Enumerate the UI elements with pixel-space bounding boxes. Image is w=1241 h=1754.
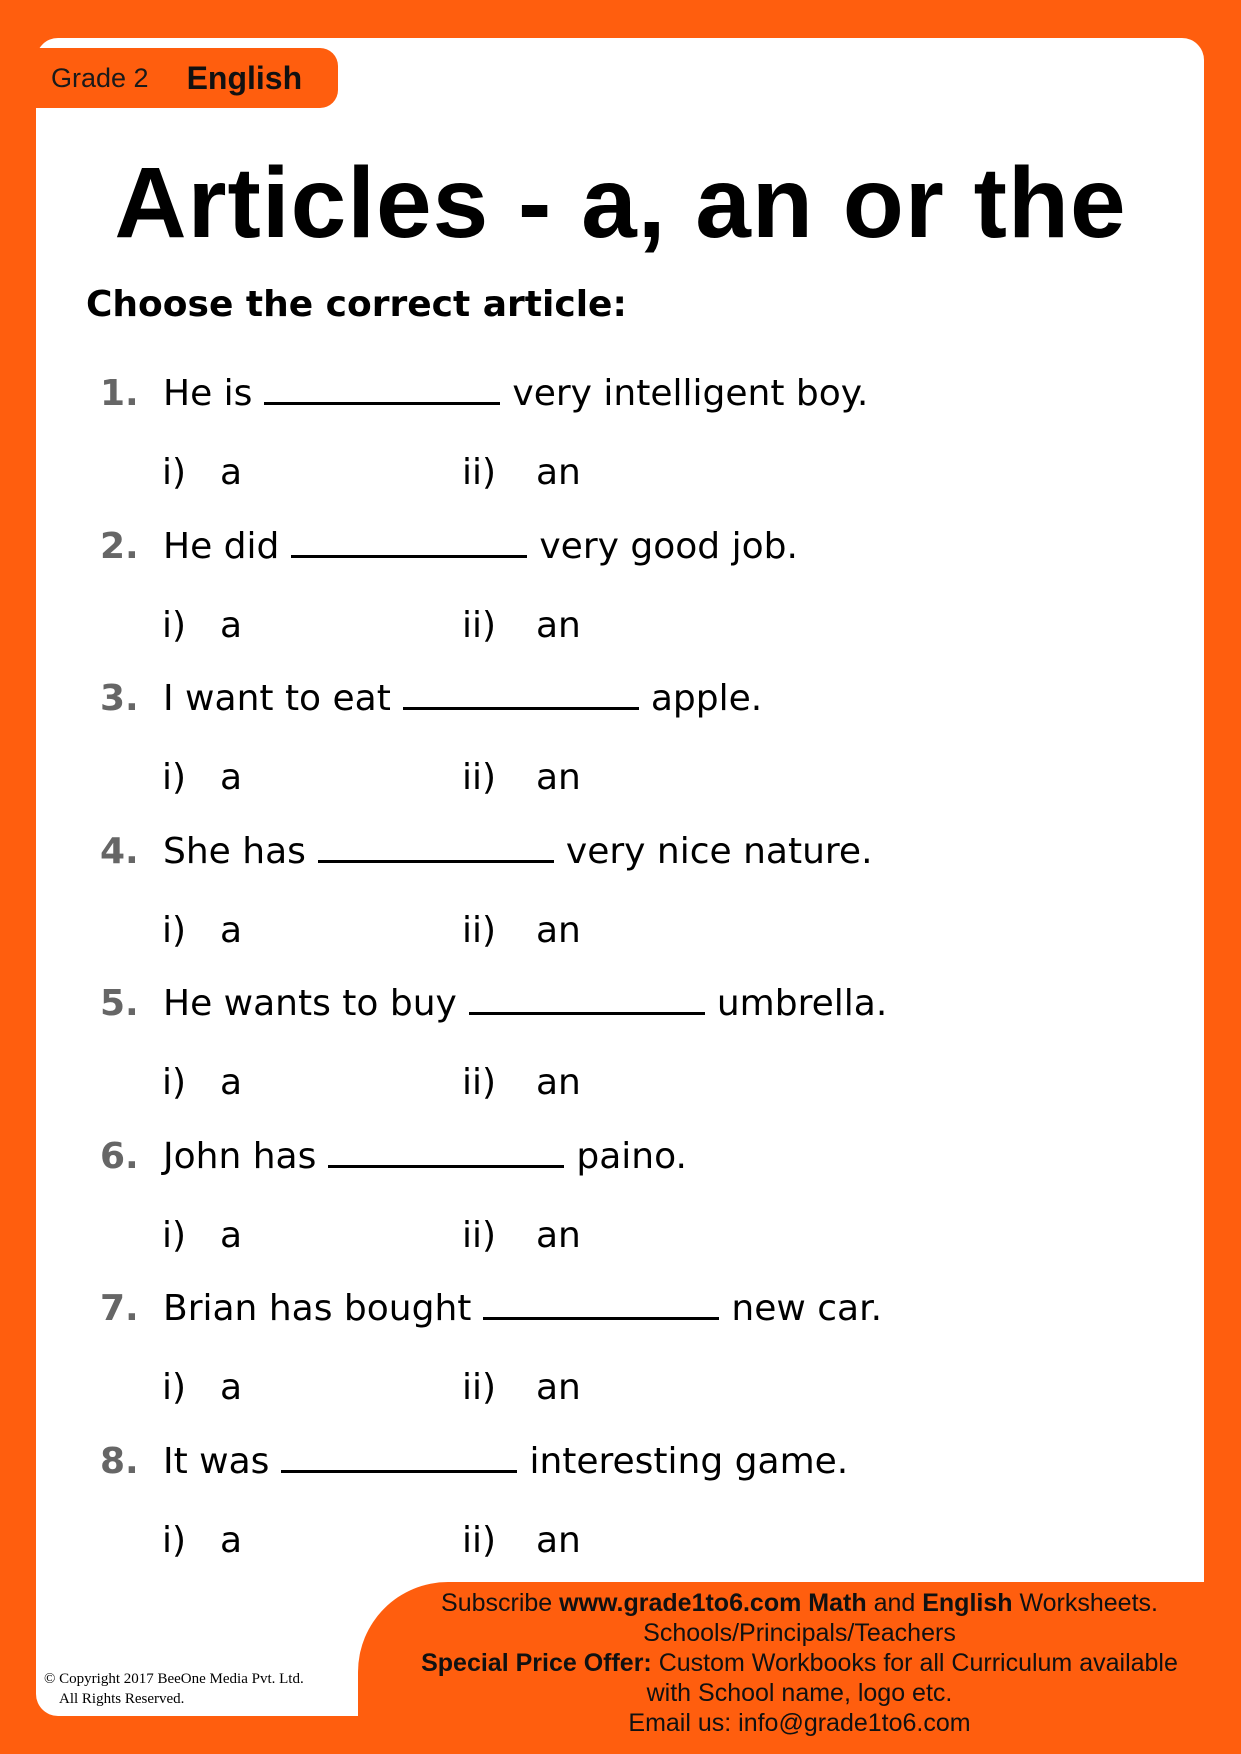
question-item (0, 370, 1100, 520)
footer-subscribe-text: Subscribe (441, 1589, 553, 1617)
option-an[interactable] (462, 757, 581, 798)
option-an[interactable] (462, 452, 581, 493)
option-an[interactable] (462, 1215, 581, 1256)
option-numeral: i) (162, 757, 187, 798)
option-text: an (536, 1367, 581, 1408)
footer-math-label: Math (808, 1589, 867, 1617)
option-text: an (536, 757, 581, 798)
footer-line-email[interactable]: Email us: info@grade1to6.com (628, 1709, 971, 1737)
footer-line-subscribe (358, 1588, 1241, 1618)
footer-english-label: English (922, 1589, 1013, 1617)
option-numeral: ii) (462, 1215, 497, 1256)
option-a[interactable] (162, 910, 242, 951)
sentence-after: umbrella. (716, 983, 888, 1024)
question-number: 2. (100, 526, 139, 567)
answer-blank[interactable] (281, 1438, 517, 1473)
option-numeral: i) (162, 1062, 187, 1103)
option-numeral: ii) (462, 605, 497, 646)
footer-worksheets-text: Worksheets. (1019, 1589, 1158, 1617)
sentence-before: Brian has bought (163, 1288, 472, 1329)
option-text: an (536, 910, 581, 951)
grade-label: Grade 2 (51, 62, 149, 93)
footer-line-audience: Schools/Principals/Teachers (643, 1619, 956, 1647)
sentence-before: I want to eat (163, 678, 391, 719)
sentence-after: very nice nature. (565, 831, 873, 872)
option-text: a (220, 1062, 243, 1103)
question-item (0, 1133, 1100, 1283)
question-sentence (100, 1438, 848, 1482)
option-numeral: i) (162, 1215, 187, 1256)
footer-line-offer (358, 1648, 1241, 1678)
question-number: 7. (100, 1288, 139, 1329)
question-item (0, 828, 1100, 978)
option-numeral: ii) (462, 452, 497, 493)
question-sentence (100, 523, 798, 567)
option-text: an (536, 605, 581, 646)
option-numeral: ii) (462, 1367, 497, 1408)
answer-blank[interactable] (483, 1285, 719, 1320)
sentence-after: new car. (731, 1288, 883, 1329)
footer-offer-text: Custom Workbooks for all Curriculum available (658, 1649, 1178, 1677)
page-title: Articles - a, an or the (114, 147, 1127, 259)
sentence-before: He did (163, 526, 280, 567)
option-a[interactable] (162, 1062, 242, 1103)
copyright-notice (44, 1669, 304, 1709)
question-sentence (100, 370, 868, 414)
answer-blank[interactable] (264, 370, 500, 405)
grade-subject-tag (36, 48, 338, 108)
option-numeral: ii) (462, 1062, 497, 1103)
answer-blank[interactable] (291, 523, 527, 558)
option-text: a (220, 452, 243, 493)
question-item (0, 1438, 1100, 1588)
answer-blank[interactable] (328, 1133, 564, 1168)
question-number: 8. (100, 1441, 139, 1482)
option-an[interactable] (462, 1062, 581, 1103)
option-an[interactable] (462, 1367, 581, 1408)
sentence-after: paino. (576, 1136, 687, 1177)
option-a[interactable] (162, 1367, 242, 1408)
option-text: a (220, 910, 243, 951)
option-an[interactable] (462, 1520, 581, 1561)
sentence-after: very good job. (539, 526, 798, 567)
option-text: a (220, 1520, 243, 1561)
question-number: 4. (100, 831, 139, 872)
option-text: a (220, 1367, 243, 1408)
answer-blank[interactable] (469, 980, 705, 1015)
option-text: an (536, 1215, 581, 1256)
footer-line-school: with School name, logo etc. (646, 1679, 953, 1707)
rights-line: All Rights Reserved. (59, 1691, 185, 1707)
footer-site-link[interactable]: www.grade1to6.com (559, 1589, 802, 1617)
footer-offer-label: Special Price Offer: (421, 1649, 652, 1677)
sentence-before: He is (163, 373, 253, 414)
option-text: an (536, 1520, 581, 1561)
option-an[interactable] (462, 910, 581, 951)
option-a[interactable] (162, 757, 242, 798)
answer-blank[interactable] (403, 675, 639, 710)
footer-and-text: and (873, 1589, 916, 1617)
option-a[interactable] (162, 1520, 242, 1561)
question-sentence (100, 1285, 882, 1329)
option-numeral: ii) (462, 910, 497, 951)
sentence-before: He wants to buy (163, 983, 457, 1024)
option-text: a (220, 1215, 243, 1256)
question-sentence (100, 828, 873, 872)
option-numeral: i) (162, 1367, 187, 1408)
option-a[interactable] (162, 1215, 242, 1256)
instruction-heading: Choose the correct article: (86, 284, 627, 325)
question-number: 1. (100, 373, 139, 414)
question-item (0, 980, 1100, 1130)
sentence-after: apple. (650, 678, 763, 719)
option-numeral: i) (162, 452, 187, 493)
answer-blank[interactable] (318, 828, 554, 863)
option-numeral: ii) (462, 757, 497, 798)
question-number: 5. (100, 983, 139, 1024)
option-numeral: i) (162, 605, 187, 646)
question-item (0, 1285, 1100, 1435)
sentence-after: very intelligent boy. (512, 373, 869, 414)
option-numeral: ii) (462, 1520, 497, 1561)
option-text: an (536, 1062, 581, 1103)
option-an[interactable] (462, 605, 581, 646)
sentence-before: John has (163, 1136, 317, 1177)
question-number: 3. (100, 678, 139, 719)
option-numeral: i) (162, 1520, 187, 1561)
option-a[interactable] (162, 605, 242, 646)
option-text: a (220, 757, 243, 798)
option-numeral: i) (162, 910, 187, 951)
footer-promo (358, 1588, 1241, 1738)
question-sentence (100, 1133, 687, 1177)
question-sentence (100, 675, 762, 719)
question-sentence (100, 980, 887, 1024)
option-text: a (220, 605, 243, 646)
sentence-after: interesting game. (529, 1441, 849, 1482)
option-a[interactable] (162, 452, 242, 493)
copyright-line: © Copyright 2017 BeeOne Media Pvt. Ltd. (44, 1671, 304, 1687)
sentence-before: It was (163, 1441, 270, 1482)
subject-label: English (186, 59, 303, 96)
sentence-before: She has (163, 831, 306, 872)
question-item (0, 523, 1100, 673)
question-number: 6. (100, 1136, 139, 1177)
option-text: an (536, 452, 581, 493)
question-item (0, 675, 1100, 825)
